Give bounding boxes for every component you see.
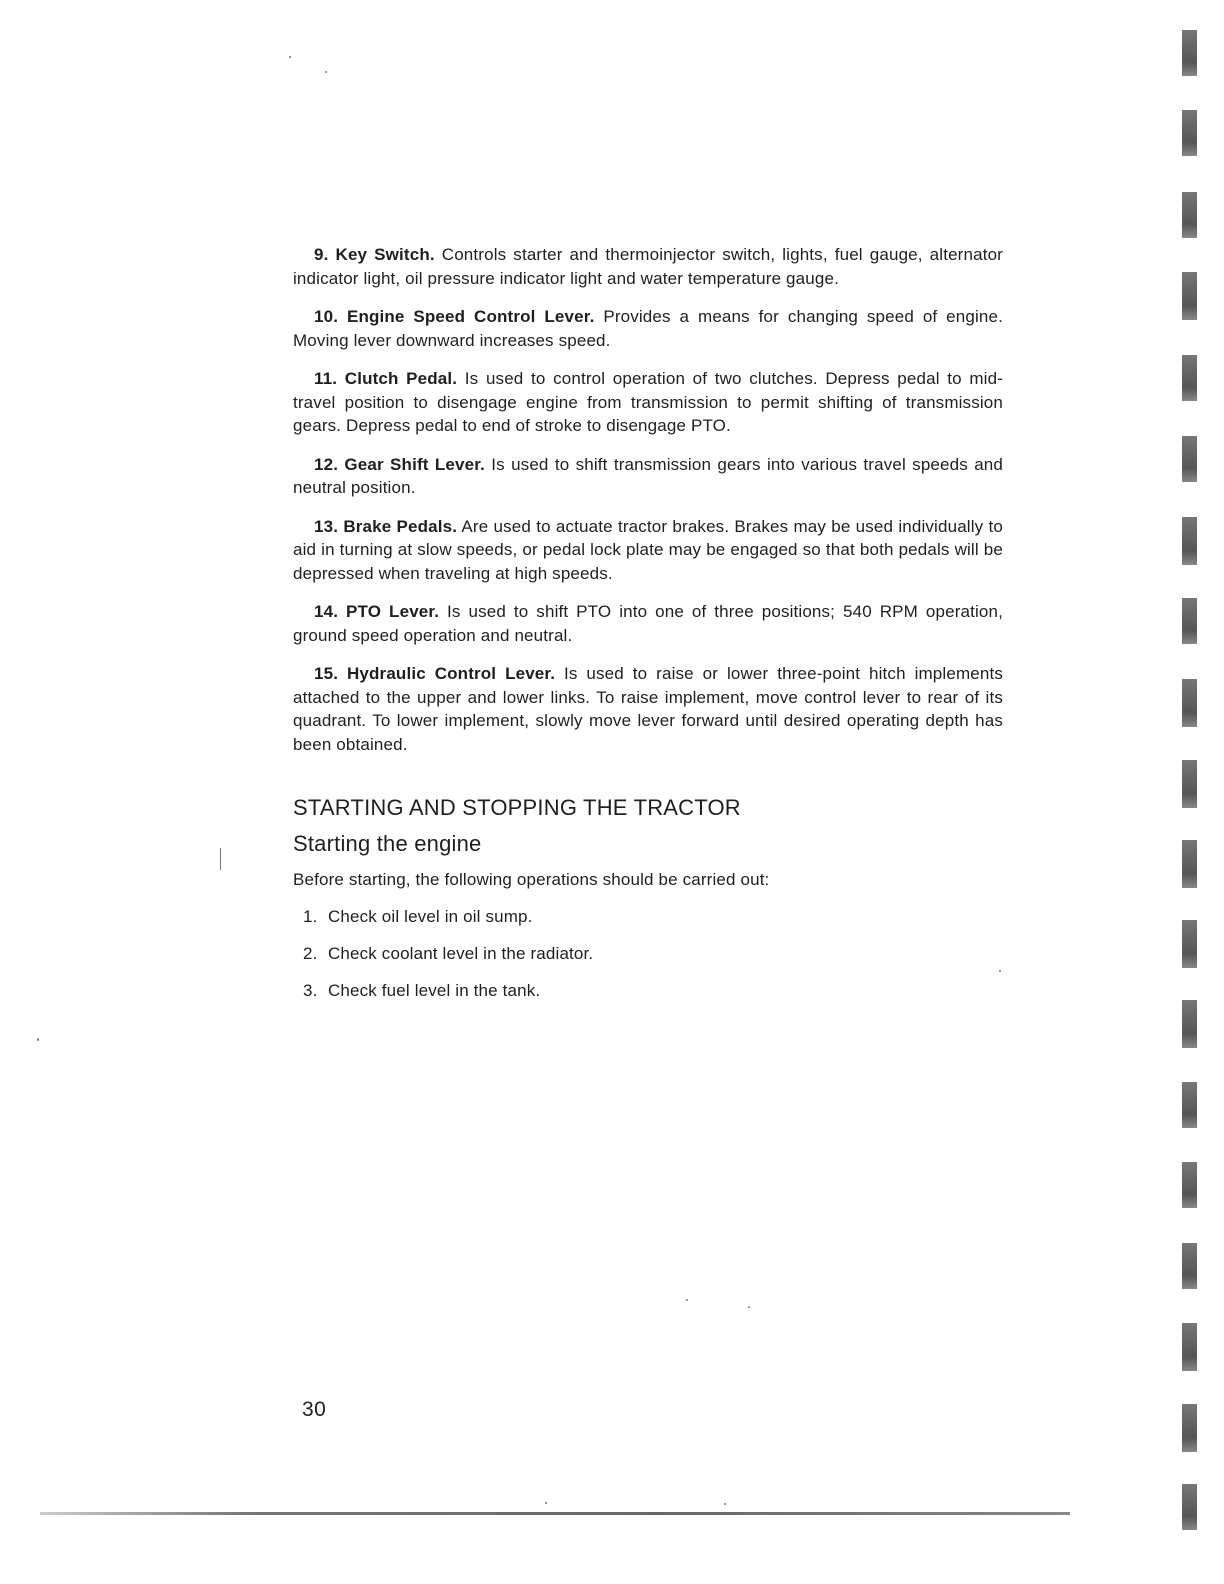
item-description: Is used to raise or lower three-point hitch implements attached to the upper and lower links. To raise implement, move control lever to rear of its quadrant. To lower implement, slowly move lever forward until desired operating depth has been obtained. xyxy=(293,664,1003,754)
binding-mark xyxy=(1182,30,1197,76)
item-number: 14. xyxy=(314,602,339,621)
control-item-engine-speed-lever xyxy=(293,305,1003,352)
binding-mark xyxy=(1182,110,1197,156)
item-term: PTO Lever. xyxy=(346,602,440,621)
item-term: Hydraulic Control Lever. xyxy=(346,664,556,683)
binding-mark xyxy=(1182,436,1197,482)
step-number: 2. xyxy=(303,944,318,963)
binding-mark xyxy=(1182,920,1197,968)
item-term: Brake Pedals. xyxy=(343,516,458,536)
item-term: Key Switch. xyxy=(335,245,435,264)
item-description: Controls starter and thermoinjector switch, lights, fuel gauge, alternator indicator light, oil pressure indicator light and water temperature gauge. xyxy=(293,245,1003,288)
item-description: Is used to shift transmission gears into various travel speeds and neutral position. xyxy=(293,454,1004,497)
sub-heading: Starting the engine xyxy=(293,831,482,856)
control-item-pto-lever xyxy=(293,600,1003,647)
list-item xyxy=(303,979,1003,1002)
page-content xyxy=(293,243,1003,1016)
scan-speck xyxy=(545,1502,547,1504)
binding-mark xyxy=(1182,760,1197,808)
step-number: 3. xyxy=(303,981,318,1000)
item-term: Clutch Pedal. xyxy=(344,369,458,388)
list-item xyxy=(303,942,1003,965)
binding-mark xyxy=(1182,272,1197,320)
control-item-brake-pedals xyxy=(293,515,1003,586)
step-number: 1. xyxy=(303,907,318,926)
scan-speck xyxy=(289,56,291,58)
binding-mark xyxy=(1182,840,1197,888)
binding-mark xyxy=(1182,1323,1197,1371)
binding-marks xyxy=(1182,0,1202,1584)
item-number: 11. xyxy=(314,369,338,388)
binding-mark xyxy=(1182,1000,1197,1048)
item-number: 12. xyxy=(314,454,339,474)
scan-speck xyxy=(686,1299,688,1301)
binding-mark xyxy=(1182,1082,1197,1128)
step-text: Check oil level in oil sump. xyxy=(328,907,533,926)
list-item xyxy=(303,905,1003,928)
scan-speck xyxy=(220,848,221,870)
item-term: Engine Speed Control Lever. xyxy=(346,307,595,326)
section-heading: STARTING AND STOPPING THE TRACTOR xyxy=(293,795,741,820)
item-number: 9. xyxy=(314,245,329,264)
scan-speck xyxy=(325,71,327,73)
item-number: 15. xyxy=(314,664,339,683)
item-number: 10. xyxy=(314,307,339,326)
page-number: 30 xyxy=(302,1398,327,1421)
item-description: Are used to actuate tractor brakes. Brakes may be used individually to aid in turning at slow speeds, or pedal lock plate may be engaged so that both pedals will be depressed when traveling at high speeds. xyxy=(293,516,1004,583)
steps-list xyxy=(293,905,1003,1002)
item-number: 13. xyxy=(314,516,339,536)
binding-mark xyxy=(1182,598,1197,644)
control-item-hydraulic-control-lever xyxy=(293,662,1003,756)
binding-mark xyxy=(1182,679,1197,727)
item-term: Gear Shift Lever. xyxy=(344,454,485,474)
scan-speck xyxy=(37,1038,39,1041)
bottom-rule xyxy=(40,1512,1070,1515)
intro-text: Before starting, the following operations should be carried out: xyxy=(293,870,770,889)
binding-mark xyxy=(1182,1243,1197,1289)
control-item-key-switch xyxy=(293,243,1003,290)
control-item-gear-shift-lever xyxy=(293,453,1003,500)
binding-mark xyxy=(1182,355,1197,401)
binding-mark xyxy=(1182,1404,1197,1452)
step-text: Check coolant level in the radiator. xyxy=(328,944,594,963)
scan-speck xyxy=(724,1503,726,1505)
control-item-clutch-pedal xyxy=(293,367,1003,438)
item-description: Provides a means for changing speed of engine. Moving lever downward increases speed. xyxy=(293,307,1004,350)
item-description: Is used to shift PTO into one of three positions; 540 RPM operation, ground speed operation and neutral. xyxy=(293,602,1004,645)
step-text: Check fuel level in the tank. xyxy=(328,981,541,1000)
binding-mark xyxy=(1182,517,1197,565)
scan-speck xyxy=(999,970,1001,972)
binding-mark xyxy=(1182,192,1197,238)
binding-mark xyxy=(1182,1162,1197,1208)
item-description: Is used to control operation of two clutches. Depress pedal to mid-travel position to disengage engine from transmission to permit shifting of transmission gears. Depress pedal to end of stroke to disengage PTO. xyxy=(293,369,1004,435)
binding-mark xyxy=(1182,1484,1197,1530)
scan-speck xyxy=(748,1306,750,1308)
